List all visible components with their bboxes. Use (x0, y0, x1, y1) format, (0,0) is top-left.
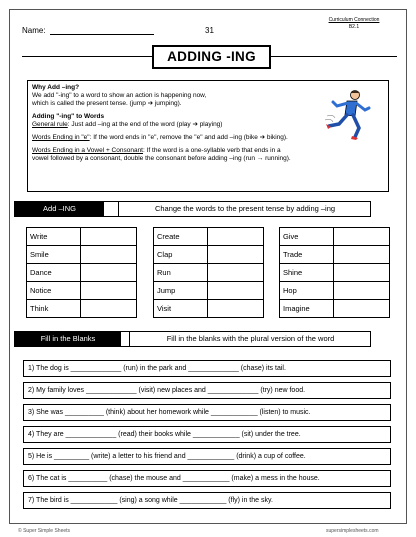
curriculum-code: B2.1 (348, 24, 360, 30)
base-word: Jump (154, 282, 208, 300)
table-row (280, 300, 390, 318)
section-fill-blanks-description: Fill in the blanks with the plural version of the word (129, 332, 371, 346)
table-row (27, 246, 137, 264)
section-add-ing (14, 201, 371, 217)
why-text-2: which is called the present tense. (jump ➔ jumping). (32, 100, 182, 107)
section-add-ing-label: Add –ING (15, 202, 104, 216)
base-word: Shine (280, 264, 334, 282)
sentence-item[interactable]: 1) The dog is _____________ (run) in the park and _____________ (chase) its tail. (23, 360, 391, 377)
base-word: Dance (27, 264, 81, 282)
ending-e-text: : If the word ends in "e", remove the "e" and add –ing (bike ➔ biking). (89, 134, 288, 141)
sentence-item[interactable]: 3) She was __________ (think) about her homework while ____________ (listen) to music. (23, 404, 391, 421)
base-word: Smile (27, 246, 81, 264)
sentence-item[interactable]: 7) The bird is ____________ (sing) a song while ____________ (fly) in the sky. (23, 492, 391, 509)
adding-heading: Adding "-ing" to Words (32, 113, 105, 120)
table-row (27, 264, 137, 282)
word-table (279, 227, 390, 318)
base-word: Trade (280, 246, 334, 264)
base-word: Notice (27, 282, 81, 300)
base-word: Write (27, 228, 81, 246)
answer-cell[interactable] (334, 228, 390, 246)
curriculum-connection (311, 17, 397, 31)
answer-cell[interactable] (81, 264, 137, 282)
table-row (280, 246, 390, 264)
table-row (27, 300, 137, 318)
footer-website: supersimplesheets.com (326, 528, 379, 534)
curriculum-title: Curriculum Connection (328, 17, 380, 23)
section-fill-blanks (14, 331, 371, 347)
word-table (26, 227, 137, 318)
answer-cell[interactable] (208, 228, 264, 246)
table-row (154, 228, 264, 246)
runner-icon (325, 88, 371, 140)
table-row (27, 282, 137, 300)
base-word: Visit (154, 300, 208, 318)
base-word: Run (154, 264, 208, 282)
table-row (280, 264, 390, 282)
answer-cell[interactable] (334, 300, 390, 318)
section-fill-blanks-label: Fill in the Blanks (15, 332, 121, 346)
sentence-item[interactable]: 4) They are _____________ (read) their books while ____________ (sit) under the tree. (23, 426, 391, 443)
answer-cell[interactable] (81, 300, 137, 318)
answer-cell[interactable] (81, 282, 137, 300)
base-word: Hop (280, 282, 334, 300)
page-title: ADDING -ING (152, 45, 271, 69)
vowel-text-2: vowel followed by a consonant, double the consonant before adding –ing (run → running). (32, 155, 291, 162)
answer-cell[interactable] (334, 282, 390, 300)
answer-cell[interactable] (208, 300, 264, 318)
answer-cell[interactable] (81, 246, 137, 264)
name-field[interactable] (50, 34, 154, 35)
base-word: Imagine (280, 300, 334, 318)
answer-cell[interactable] (334, 264, 390, 282)
base-word: Create (154, 228, 208, 246)
general-rule-label: General rule (32, 121, 68, 128)
table-row (280, 282, 390, 300)
base-word: Think (27, 300, 81, 318)
page-number: 31 (205, 26, 214, 35)
table-row (154, 264, 264, 282)
answer-cell[interactable] (208, 282, 264, 300)
table-row (27, 228, 137, 246)
why-text-1: We add "-ing" to a word to show an action is happening now, (32, 92, 207, 99)
table-row (154, 282, 264, 300)
why-heading: Why Add –ing? (32, 84, 80, 91)
vowel-label: Words Ending in a Vowel + Consonant (32, 147, 143, 154)
base-word: Give (280, 228, 334, 246)
vowel-rule (32, 147, 384, 155)
vowel-text-1: : If the word is a one-syllable verb that ends in a (143, 147, 281, 154)
general-rule-text: : Just add –ing at the end of the word (play ➔ playing) (67, 121, 223, 128)
answer-cell[interactable] (81, 228, 137, 246)
sentence-item[interactable]: 5) He is _________ (write) a letter to his friend and ____________ (drink) a cup of coffee. (23, 448, 391, 465)
answer-cell[interactable] (334, 246, 390, 264)
sentence-item[interactable]: 2) My family loves _____________ (visit) new places and _____________ (try) new food. (23, 382, 391, 399)
table-row (154, 300, 264, 318)
word-table (153, 227, 264, 318)
section-add-ing-description: Change the words to the present tense by adding –ing (118, 202, 371, 216)
table-row (280, 228, 390, 246)
sentence-item[interactable]: 6) The cat is __________ (chase) the mouse and ____________ (make) a mess in the house. (23, 470, 391, 487)
answer-cell[interactable] (208, 264, 264, 282)
base-word: Clap (154, 246, 208, 264)
answer-cell[interactable] (208, 246, 264, 264)
footer-copyright: © Super Simple Sheets (18, 528, 71, 534)
table-row (154, 246, 264, 264)
ending-e-label: Words Ending in "e" (32, 134, 90, 141)
name-label: Name: (22, 26, 46, 35)
